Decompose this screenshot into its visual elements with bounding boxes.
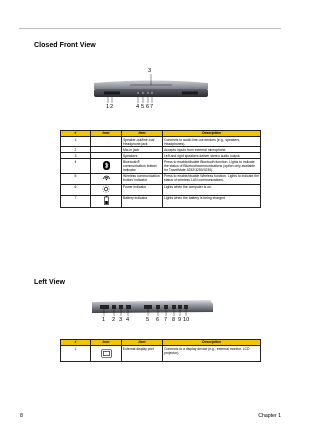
- table-row: [61, 346, 261, 362]
- header-icon: Icon: [91, 340, 122, 346]
- table-row: [61, 184, 261, 195]
- front-callout-2: 2: [110, 104, 114, 110]
- front-callout-4: 4: [136, 104, 140, 110]
- header-num: #: [61, 131, 91, 137]
- left-callout-1: 1: [102, 317, 106, 323]
- row-num: 7: [61, 195, 91, 207]
- left-callout-2: 2: [112, 317, 116, 323]
- header-item: Item: [122, 340, 163, 346]
- row-num: 6: [61, 184, 91, 195]
- left-callout-4: 4: [126, 317, 130, 323]
- left-callout-6: 6: [156, 317, 160, 323]
- row-description: Connects to a display device (e.g., external monitor, LCD projector).: [163, 346, 261, 362]
- left-callout-5: 5: [146, 317, 150, 323]
- row-num: 2: [61, 147, 91, 153]
- display-port-icon: [101, 349, 112, 358]
- left-view-photo: [90, 292, 216, 322]
- left-callout-3: 3: [119, 317, 123, 323]
- row-description: Left and right speakers deliver stereo audio output.: [163, 153, 261, 159]
- left-view-table: [60, 339, 261, 362]
- section-title-closed-front-view: Closed Front View: [34, 42, 96, 49]
- section-title-left-view: Left View: [34, 279, 66, 286]
- row-num: 1: [61, 346, 91, 362]
- front-callout-3: 3: [148, 68, 152, 74]
- row-item: Mic-in jack: [122, 147, 163, 153]
- front-callout-1: 1: [106, 104, 110, 110]
- chapter-label: Chapter 1: [258, 413, 281, 419]
- battery-icon: [104, 196, 109, 205]
- row-description: Connects to audio line-out devices (e.g., speakers, Headphones).: [163, 137, 261, 147]
- row-description: Lights when the computer is on.: [163, 184, 261, 195]
- header-item: Item: [122, 131, 163, 137]
- row-description: Lights when the battery is being charged: [163, 195, 261, 207]
- table-row: [61, 159, 261, 173]
- row-icon: [91, 195, 122, 207]
- power-icon: [102, 185, 110, 193]
- bluetooth-icon: [103, 161, 110, 170]
- wireless-icon: [102, 174, 111, 182]
- front-callout-7: 7: [150, 104, 154, 110]
- table-row: [61, 137, 261, 147]
- left-callout-7: 7: [164, 317, 168, 323]
- front-callout-5: 5: [141, 104, 145, 110]
- table-row: [61, 195, 261, 207]
- row-icon: [91, 159, 122, 173]
- header-description: Description: [163, 131, 261, 137]
- row-icon: [91, 173, 122, 184]
- header-icon: Icon: [91, 131, 122, 137]
- header-rule: [19, 28, 281, 29]
- row-description: Accepts inputs from external microphone.: [163, 147, 261, 153]
- row-num: 4: [61, 159, 91, 173]
- row-item: Battery indicator: [122, 195, 163, 207]
- row-item: Power indicator: [122, 184, 163, 195]
- row-item: Wireless communication button/ indicator: [122, 173, 163, 184]
- row-num: 3: [61, 153, 91, 159]
- row-description: Press to enable/disable Wireless function. Lights to indicate the status of wireless LAN communications.: [164, 174, 259, 183]
- row-num: 1: [61, 137, 91, 147]
- left-callout-8: 8: [172, 317, 176, 323]
- row-icon: [91, 137, 122, 147]
- table-row: [61, 173, 261, 184]
- row-item: External display port: [122, 346, 163, 362]
- row-item: Speakers: [122, 153, 163, 159]
- left-callout-10: 10: [183, 317, 190, 323]
- front-callout-6: 6: [146, 104, 150, 110]
- page-number: 8: [20, 413, 23, 419]
- row-description: Press to enable/disable Bluetooth function. Lights to indicate the status of Bluetoothcommunications (option only available for TravelMate 3252/3250/3230).: [163, 159, 261, 173]
- left-callout-9: 9: [178, 317, 182, 323]
- row-item: Speaker-out/line-out/ Headphone jack: [122, 137, 163, 147]
- row-num: 5: [61, 173, 91, 184]
- row-icon: [91, 184, 122, 195]
- front-view-table: [60, 130, 261, 208]
- row-icon: [91, 346, 122, 362]
- header-description: Description: [163, 340, 261, 346]
- row-item: Bluetooth® communication button/ indicator: [122, 159, 163, 173]
- header-num: #: [61, 340, 91, 346]
